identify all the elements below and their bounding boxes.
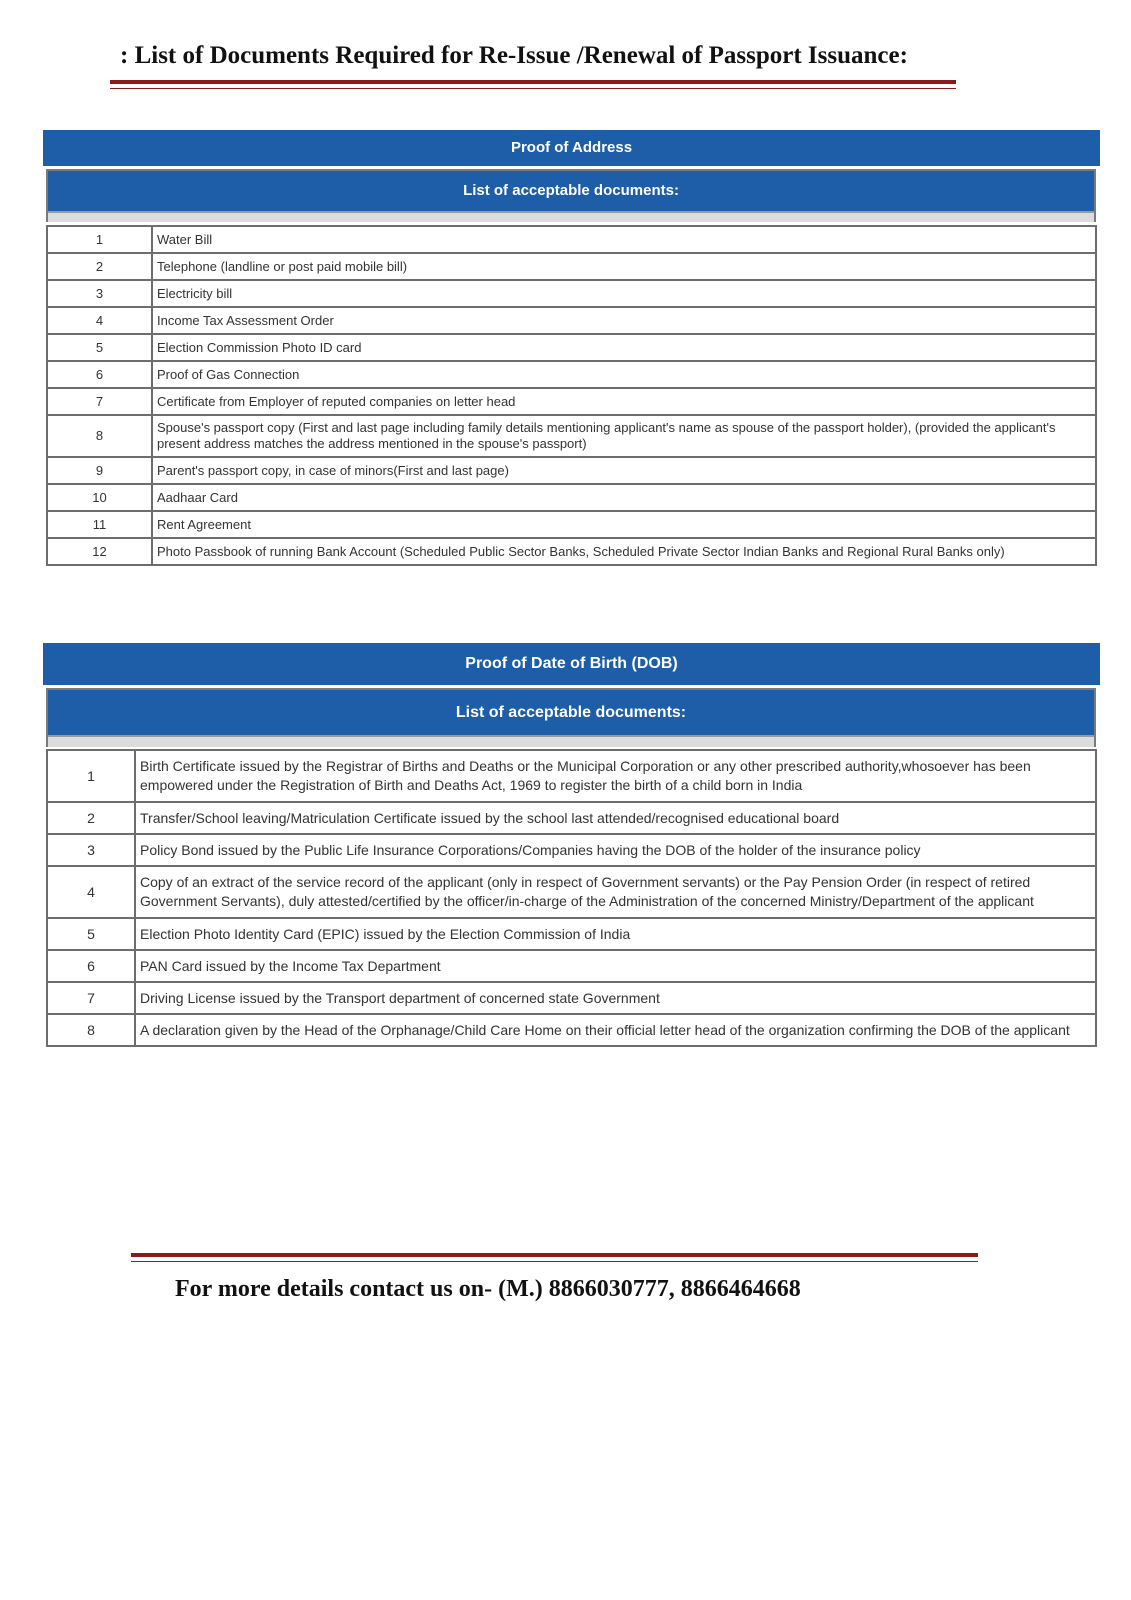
table-row — [47, 415, 1096, 457]
row-document: Election Commission Photo ID card — [152, 334, 1096, 361]
table-row — [47, 918, 1096, 950]
row-number: 6 — [47, 950, 135, 982]
row-number: 8 — [47, 1014, 135, 1046]
row-document: Driving License issued by the Transport department of concerned state Government — [135, 982, 1096, 1014]
row-number: 5 — [47, 334, 152, 361]
row-number: 9 — [47, 457, 152, 484]
table-row — [47, 1014, 1096, 1046]
table-row — [47, 802, 1096, 834]
address-subheading: List of acceptable documents: — [48, 171, 1094, 211]
table-row — [47, 538, 1096, 565]
row-number: 2 — [47, 802, 135, 834]
dob-subheading-box — [46, 688, 1096, 747]
row-document: Rent Agreement — [152, 511, 1096, 538]
row-number: 8 — [47, 415, 152, 457]
row-document: Aadhaar Card — [152, 484, 1096, 511]
row-document: Electricity bill — [152, 280, 1096, 307]
row-document: Transfer/School leaving/Matriculation Certificate issued by the school last attended/recognised educational board — [135, 802, 1096, 834]
table-row — [47, 484, 1096, 511]
row-number: 10 — [47, 484, 152, 511]
row-document: Water Bill — [152, 226, 1096, 253]
row-number: 3 — [47, 280, 152, 307]
row-document: Certificate from Employer of reputed companies on letter head — [152, 388, 1096, 415]
table-row — [47, 253, 1096, 280]
table-row — [47, 950, 1096, 982]
table-row — [47, 834, 1096, 866]
row-document: Income Tax Assessment Order — [152, 307, 1096, 334]
row-number: 5 — [47, 918, 135, 950]
table-row — [47, 307, 1096, 334]
row-document: Spouse's passport copy (First and last page including family details mentioning applicant's name as spouse of the passport holder), (provided the applicant's present address matches the address mentioned in the spouse's passport) — [152, 415, 1096, 457]
row-document: Parent's passport copy, in case of minors(First and last page) — [152, 457, 1096, 484]
row-number: 12 — [47, 538, 152, 565]
footer-divider — [131, 1253, 978, 1262]
row-number: 6 — [47, 361, 152, 388]
row-number: 4 — [47, 307, 152, 334]
table-row — [47, 982, 1096, 1014]
table-row — [47, 361, 1096, 388]
contact-info: For more details contact us on- (M.) 8866030777, 8866464668 — [175, 1276, 801, 1302]
table-row — [47, 457, 1096, 484]
row-number: 1 — [47, 750, 135, 802]
row-document: PAN Card issued by the Income Tax Department — [135, 950, 1096, 982]
row-number: 3 — [47, 834, 135, 866]
row-document: Election Photo Identity Card (EPIC) issued by the Election Commission of India — [135, 918, 1096, 950]
row-number: 7 — [47, 982, 135, 1014]
row-document: A declaration given by the Head of the Orphanage/Child Care Home on their official letter head of the organization confirming the DOB of the applicant — [135, 1014, 1096, 1046]
row-document: Proof of Gas Connection — [152, 361, 1096, 388]
document-title: : List of Documents Required for Re-Issue /Renewal of Passport Issuance: — [120, 42, 908, 69]
proof-of-dob-heading: Proof of Date of Birth (DOB) — [43, 643, 1100, 685]
table-row — [47, 226, 1096, 253]
address-subheading-box — [46, 169, 1096, 222]
table-row — [47, 334, 1096, 361]
proof-of-address-heading: Proof of Address — [43, 130, 1100, 166]
dob-documents-table — [46, 749, 1097, 1047]
proof-of-address-section — [43, 130, 1100, 566]
table-row — [47, 866, 1096, 918]
row-document: Copy of an extract of the service record of the applicant (only in respect of Government servants) or the Pay Pension Order (in respect of retired Government Servants), duly attested/certified by the officer/in-charge of the Administration of the concerned Ministry/Department of the applicant — [135, 866, 1096, 918]
row-number: 1 — [47, 226, 152, 253]
row-document: Birth Certificate issued by the Registrar of Births and Deaths or the Municipal Corporation or any other prescribed authority,whosoever has been empowered under the Registration of Birth and Deaths Act, 1969 to register the birth of a child born in India — [135, 750, 1096, 802]
table-row — [47, 280, 1096, 307]
row-document: Telephone (landline or post paid mobile bill) — [152, 253, 1096, 280]
row-number: 2 — [47, 253, 152, 280]
address-documents-table — [46, 225, 1097, 566]
dob-gray-band — [48, 735, 1094, 747]
title-divider — [110, 80, 956, 89]
row-number: 11 — [47, 511, 152, 538]
table-row — [47, 388, 1096, 415]
table-row — [47, 511, 1096, 538]
table-row — [47, 750, 1096, 802]
row-number: 7 — [47, 388, 152, 415]
dob-subheading: List of acceptable documents: — [48, 690, 1094, 735]
address-gray-band — [48, 211, 1094, 222]
row-number: 4 — [47, 866, 135, 918]
row-document: Policy Bond issued by the Public Life Insurance Corporations/Companies having the DOB of the holder of the insurance policy — [135, 834, 1096, 866]
proof-of-dob-section — [43, 643, 1100, 1047]
row-document: Photo Passbook of running Bank Account (Scheduled Public Sector Banks, Scheduled Private Sector Indian Banks and Regional Rural Banks only) — [152, 538, 1096, 565]
